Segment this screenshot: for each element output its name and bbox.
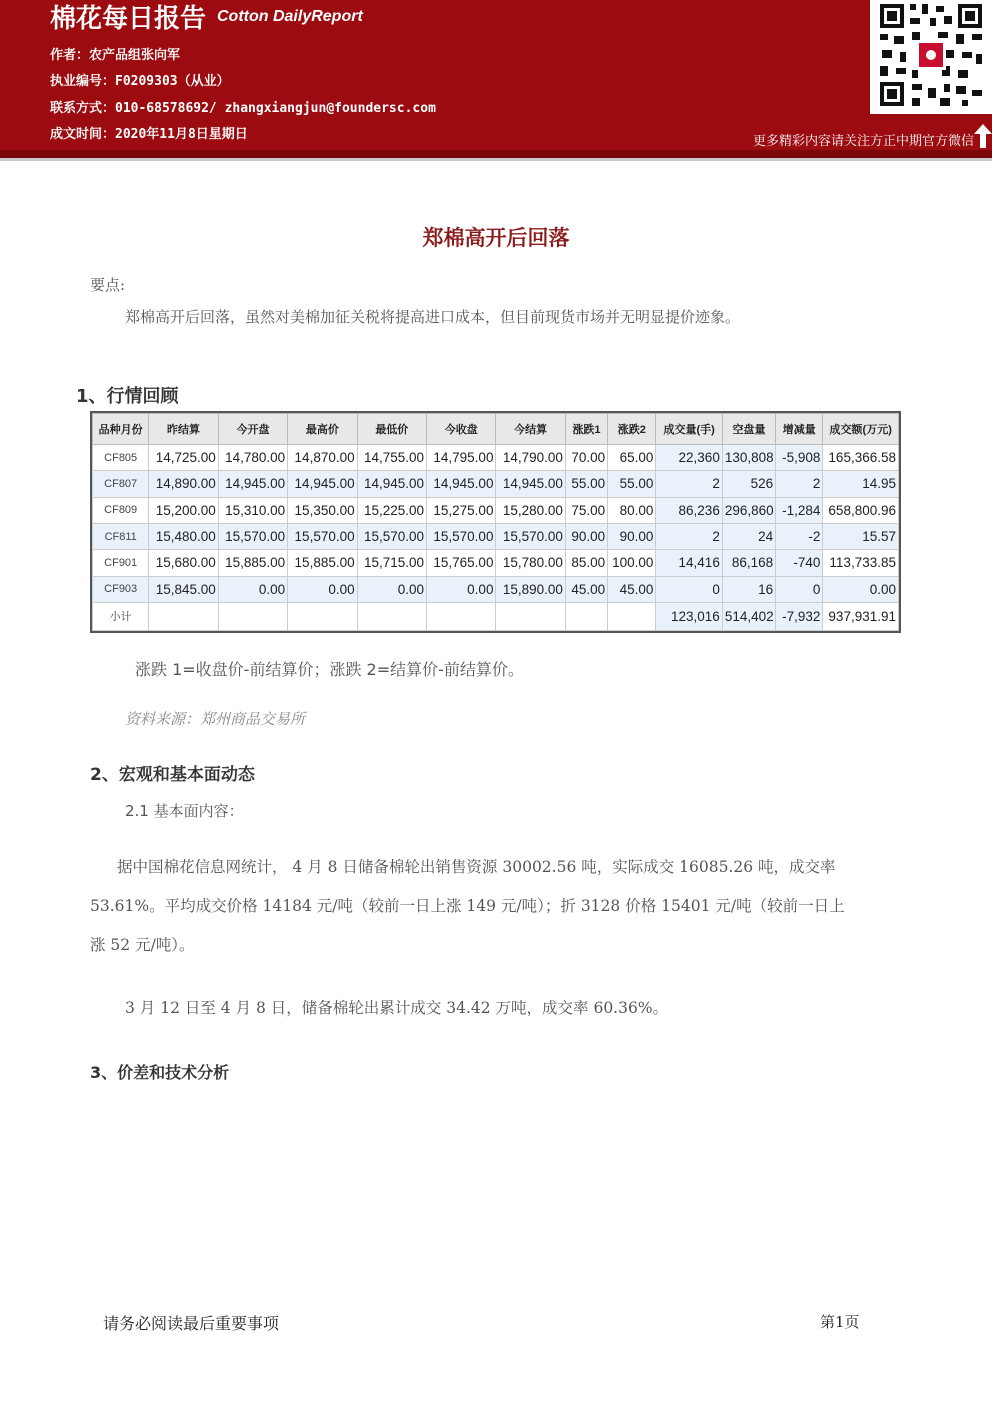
table-cell: 15,350.00	[288, 497, 357, 523]
table-row	[93, 523, 899, 549]
column-header: 涨跌1	[565, 414, 607, 445]
wechat-tagline: 更多精彩内容请关注方正中期官方微信	[752, 134, 974, 149]
data-source: 资料来源：郑州商品交易所	[125, 710, 306, 728]
table-cell: 0.00	[823, 576, 899, 602]
table-cell: 15,890.00	[496, 576, 565, 602]
report-title-cn: 棉花每日报告	[50, 4, 207, 34]
author: 作者：农产品组张向军	[50, 48, 181, 63]
column-header: 涨跌2	[608, 414, 656, 445]
table-cell: 15,275.00	[427, 497, 496, 523]
column-header: 增减量	[776, 414, 823, 445]
table-cell: 0.00	[288, 576, 357, 602]
column-header: 成交量(手)	[656, 414, 722, 445]
column-header: 成交额(万元)	[823, 414, 899, 445]
table-cell: 526	[722, 471, 775, 497]
table-cell: 14,790.00	[496, 445, 565, 471]
table-cell: 0.00	[357, 576, 426, 602]
table-cell	[357, 602, 426, 630]
table-cell	[565, 602, 607, 630]
column-header: 今结算	[496, 414, 565, 445]
column-header: 品种月份	[93, 414, 149, 445]
table-cell: 165,366.58	[823, 445, 899, 471]
table-cell: 86,168	[722, 550, 775, 576]
table-cell: 15,570.00	[357, 523, 426, 549]
qr-code-icon	[870, 0, 992, 114]
row-label: CF903	[93, 576, 149, 602]
table-cell: 86,236	[656, 497, 722, 523]
section-heading-2: 2、宏观和基本面动态	[90, 765, 255, 785]
license-number: 执业编号：F0209303（从业）	[50, 74, 230, 89]
table-cell: 15,680.00	[149, 550, 218, 576]
row-label: CF811	[93, 523, 149, 549]
footer-notice: 请务必阅读最后重要事项	[103, 1314, 280, 1333]
section-heading-3: 3、价差和技术分析	[90, 1063, 230, 1082]
table-cell: -2	[776, 523, 823, 549]
table-cell: 15,780.00	[496, 550, 565, 576]
table-cell: 15,570.00	[496, 523, 565, 549]
table-cell: 90.00	[565, 523, 607, 549]
paragraph-1-line-1: 据中国棉花信息网统计， 4 月 8 日储备棉轮出销售资源 30002.56 吨，实际成交 16085.26 吨，成交率	[117, 858, 836, 876]
table-cell: 90.00	[608, 523, 656, 549]
table-row	[93, 445, 899, 471]
table-cell: 70.00	[565, 445, 607, 471]
table-cell: 15,765.00	[427, 550, 496, 576]
table-cell: 14,725.00	[149, 445, 218, 471]
table-cell: 658,800.96	[823, 497, 899, 523]
table-cell: 85.00	[565, 550, 607, 576]
scroll-up-icon	[974, 124, 992, 148]
row-label: 小计	[93, 602, 149, 630]
table-cell: 100.00	[608, 550, 656, 576]
column-header: 今收盘	[427, 414, 496, 445]
section-heading-1: 1、行情回顾	[76, 386, 179, 407]
table-row	[93, 576, 899, 602]
page-number: 第1页	[820, 1313, 860, 1331]
table-cell: 15,885.00	[288, 550, 357, 576]
table-cell: -740	[776, 550, 823, 576]
table-cell: 75.00	[565, 497, 607, 523]
table-cell: 80.00	[608, 497, 656, 523]
table-cell	[496, 602, 565, 630]
page-title: 郑棉高开后回落	[422, 226, 570, 250]
row-label: CF805	[93, 445, 149, 471]
table-cell: 0.00	[427, 576, 496, 602]
contact-info: 联系方式：010-68578692/ zhangxiangjun@foundersc.com	[50, 101, 436, 116]
table-cell: 2	[656, 471, 722, 497]
table-cell: 15,200.00	[149, 497, 218, 523]
table-cell: 14,945.00	[218, 471, 287, 497]
table-cell: 0	[776, 576, 823, 602]
table-cell: 14,755.00	[357, 445, 426, 471]
table-cell	[608, 602, 656, 630]
table-cell: 55.00	[565, 471, 607, 497]
table-cell: 514,402	[722, 602, 775, 630]
table-cell: 15,310.00	[218, 497, 287, 523]
table-cell	[288, 602, 357, 630]
table-cell: 15,225.00	[357, 497, 426, 523]
table-cell: -7,932	[776, 602, 823, 630]
table-cell: 14,416	[656, 550, 722, 576]
table-row	[93, 497, 899, 523]
table-cell: 15,570.00	[288, 523, 357, 549]
table-cell: 14,945.00	[288, 471, 357, 497]
table-cell: 14.95	[823, 471, 899, 497]
market-table	[90, 411, 901, 633]
table-cell: 15,570.00	[218, 523, 287, 549]
table-cell: 14,945.00	[357, 471, 426, 497]
summary-label: 要点:	[90, 276, 126, 294]
table-cell: 123,016	[656, 602, 722, 630]
table-row	[93, 550, 899, 576]
table-cell: 55.00	[608, 471, 656, 497]
header-stripe	[0, 150, 992, 158]
column-header: 今开盘	[218, 414, 287, 445]
table-cell: 2	[776, 471, 823, 497]
summary-text: 郑棉高开后回落，虽然对美棉加征关税将提高进口成本，但目前现货市场并无明显提价迹象。	[125, 308, 741, 326]
table-cell: 14,945.00	[427, 471, 496, 497]
paragraph-1-line-3: 涨 52 元/吨）。	[90, 936, 195, 954]
table-cell: 14,795.00	[427, 445, 496, 471]
row-label: CF809	[93, 497, 149, 523]
table-cell: 14,870.00	[288, 445, 357, 471]
table-cell: 45.00	[608, 576, 656, 602]
table-cell: 14,945.00	[496, 471, 565, 497]
table-cell: 22,360	[656, 445, 722, 471]
table-cell: 24	[722, 523, 775, 549]
table-cell: 937,931.91	[823, 602, 899, 630]
table-note: 涨跌 1=收盘价-前结算价；涨跌 2=结算价-前结算价。	[135, 660, 524, 679]
table-cell: 15,280.00	[496, 497, 565, 523]
table-cell: 2	[656, 523, 722, 549]
table-cell: -1,284	[776, 497, 823, 523]
report-date: 成文时间：2020年11月8日星期日	[50, 127, 248, 142]
row-label: CF807	[93, 471, 149, 497]
table-cell: 16	[722, 576, 775, 602]
column-header: 空盘量	[722, 414, 775, 445]
table-cell: 14,890.00	[149, 471, 218, 497]
table-cell	[149, 602, 218, 630]
table-cell: 130,808	[722, 445, 775, 471]
table-cell: 15,715.00	[357, 550, 426, 576]
subsection-heading-2-1: 2.1 基本面内容：	[125, 802, 244, 820]
report-header	[0, 0, 992, 150]
paragraph-2: 3 月 12 日至 4 月 8 日，储备棉轮出累计成交 34.42 万吨，成交率 60.36%。	[125, 999, 669, 1017]
table-cell: 14,780.00	[218, 445, 287, 471]
column-header: 最高价	[288, 414, 357, 445]
table-cell: -5,908	[776, 445, 823, 471]
table-cell: 113,733.85	[823, 550, 899, 576]
table-cell: 15.57	[823, 523, 899, 549]
table-row	[93, 471, 899, 497]
report-title-en: Cotton DailyReport	[217, 8, 363, 25]
table-cell: 0.00	[218, 576, 287, 602]
table-cell: 15,570.00	[427, 523, 496, 549]
table-cell: 45.00	[565, 576, 607, 602]
table-cell: 15,885.00	[218, 550, 287, 576]
table-cell: 296,860	[722, 497, 775, 523]
table-cell: 0	[656, 576, 722, 602]
column-header: 最低价	[357, 414, 426, 445]
table-cell	[427, 602, 496, 630]
table-row	[93, 602, 899, 630]
table-cell	[218, 602, 287, 630]
table-cell: 15,845.00	[149, 576, 218, 602]
row-label: CF901	[93, 550, 149, 576]
table-header-row	[93, 414, 899, 445]
table-cell: 15,480.00	[149, 523, 218, 549]
column-header: 昨结算	[149, 414, 218, 445]
table-cell: 65.00	[608, 445, 656, 471]
header-rule	[0, 158, 992, 161]
paragraph-1-line-2: 53.61%。平均成交价格 14184 元/吨（较前一日上涨 149 元/吨）；折 3128 价格 15401 元/吨（较前一日上	[90, 897, 845, 915]
